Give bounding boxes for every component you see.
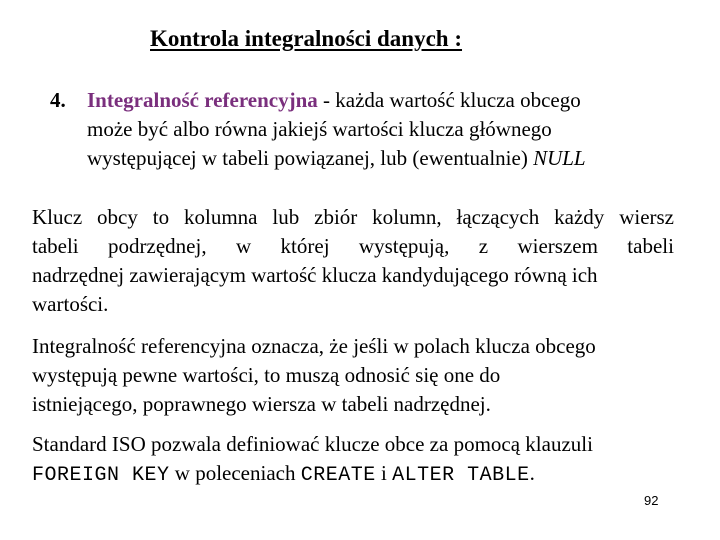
word: łączących [456,205,540,229]
paragraph-3-text-end: . [529,461,535,485]
item-line-2: może być albo równa jakiejś wartości klucza głównego [87,117,552,141]
item-number: 4. [50,88,66,112]
item-line-1 [87,86,581,115]
paragraph-3-line-2 [32,459,674,490]
page-title: Kontrola integralności danych : [150,26,463,51]
word: zbiór [314,205,358,229]
paragraph-1-line-2 [32,232,674,261]
paragraph-2-line-1: Integralność referencyjna oznacza, że jeśli w polach klucza obcego [32,334,596,358]
term-referential-integrity: Integralność referencyjna [87,88,318,112]
code-foreign-key: FOREIGN KEY [32,464,170,487]
word: tabeli [32,234,79,258]
paragraph-2-line-2: występują pewne wartości, to muszą odnosić się one do [32,363,501,387]
word: obcy [97,205,138,229]
null-keyword: NULL [533,146,586,170]
word: każdy [554,205,605,229]
word: w [235,234,252,258]
word: której [280,234,330,258]
word: występują, [358,234,450,258]
word: lub [272,205,300,229]
word: kolumna [184,205,258,229]
word: tabeli [627,234,674,258]
word: wierszem [517,234,598,258]
word: Klucz [32,205,83,229]
paragraph-foreign-key-definition [32,203,674,319]
word: kolumn, [372,205,442,229]
word: podrzędnej, [108,234,207,258]
paragraph-1-line-1 [32,203,674,232]
paragraph-referential-integrity-meaning [32,332,674,419]
word: z [478,234,489,258]
paragraph-1-line-4: wartości. [32,292,109,316]
page-number: 92 [644,493,659,508]
word: to [152,205,170,229]
item-line-3 [87,144,586,173]
paragraph-3-text-and: i [375,461,393,485]
paragraph-2-line-3: istniejącego, poprawnego wiersza w tabeli nadrzędnej. [32,392,491,416]
paragraph-1-line-3: nadrzędnej zawierającym wartość klucza kandydującego równą ich [32,263,598,287]
word: wiersz [619,205,674,229]
item-line-3-text: występującej w tabeli powiązanej, lub (ewentualnie) [87,146,534,170]
paragraph-3-line-1: Standard ISO pozwala definiować klucze obce za pomocą klauzuli [32,432,593,456]
code-create: CREATE [300,464,376,487]
paragraph-iso-standard [32,430,674,490]
item-line-1-text: - każda wartość klucza obcego [317,88,581,112]
paragraph-3-text-in: w poleceniach [169,461,301,485]
code-alter-table: ALTER TABLE [392,464,530,487]
